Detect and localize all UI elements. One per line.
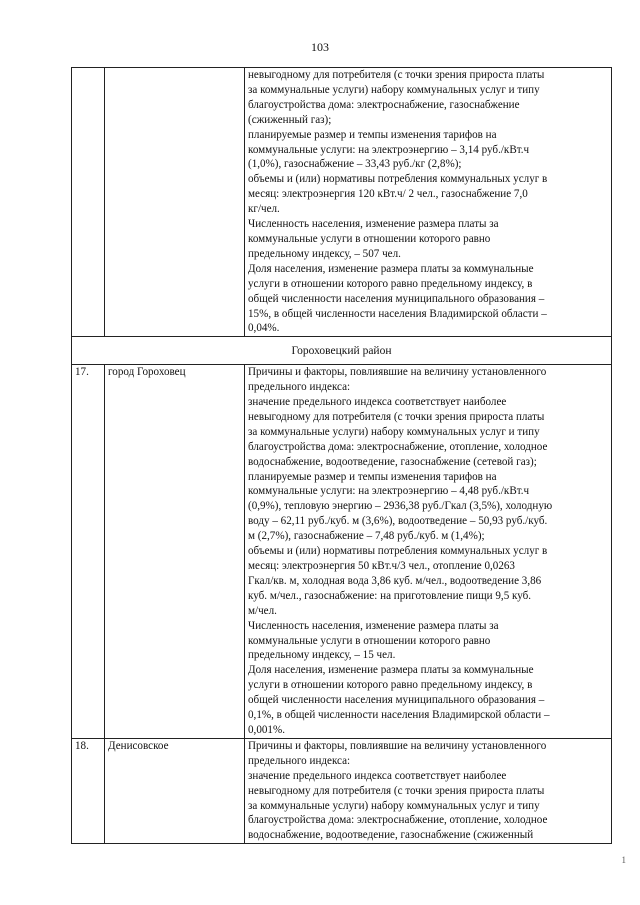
row-description: невыгодному для потребителя (с точки зрения прироста платы за коммунальные услуги) набору коммунальных услуг и типу благоустройства дома: электроснабжение, газоснабжение (сжиженный газ); планируемые размер и темпы изменения тарифов на коммунальные услуги: на электроэнергию – 3,14 руб./кВт.ч (1,0%), газоснабжение – 33,43 руб./кг (2,8%); объемы и (или) нормативы потребления коммунальных услуг в месяц: электроэнергия 120 кВт.ч/ 2 чел., газоснабжение 7,0 кг/чел. Численность населения, изменение размера платы за коммунальные услуги в отношении которого равно предельному индексу, – 507 чел. Доля населения, изменение размера платы за коммунальные услуги в отношении которого равно предельному индексу, в общей численности населения муниципального образования – 15%, в общей численности населения Владимирской области – 0,04%. [245, 68, 612, 337]
row-description: Причины и факторы, повлиявшие на величину установленного предельного индекса: значение предельного индекса соответствует наиболее невыгодному для потребителя (с точки зрения прироста платы за коммунальные услуги) набору коммунальных услуг и типу благоустройства дома: электроснабжение, отопление, холодное водоснабжение, водоотведение, газоснабжение (сжиженный [245, 738, 612, 843]
municipality-name: город Гороховец [105, 365, 245, 739]
municipality-name: Денисовское [105, 738, 245, 843]
municipal-index-table [71, 67, 612, 844]
corner-mark: 1 [621, 855, 626, 865]
section-title: Гороховецкий район [72, 337, 612, 365]
table-row [72, 365, 612, 739]
row-description: Причины и факторы, повлиявшие на величину установленного предельного индекса: значение предельного индекса соответствует наиболее невыгодному для потребителя (с точки зрения прироста платы за коммунальные услуги) набору коммунальных услуг и типу благоустройства дома: электроснабжение, отопление, холодное водоснабжение, водоотведение, газоснабжение (сетевой газ); планируемые размер и темпы изменения тарифов на коммунальные услуги: на электроэнергию – 4,48 руб./кВт.ч (0,9%), тепловую энергию – 2936,38 руб./Гкал (3,5%), холодную воду – 62,11 руб./куб. м (3,6%), водоотведение – 50,93 руб./куб. м (2,7%), газоснабжение – 7,48 руб./куб. м (1,4%); объемы и (или) нормативы потребления коммунальных услуг в месяц: электроэнергия 50 кВт.ч/3 чел., отопление 0,0263 Гкал/кв. м, холодная вода 3,86 куб. м/чел., водоотведение 3,86 куб. м/чел., газоснабжение: на приготовление пищи 9,5 куб. м/чел. Численность населения, изменение размера платы за коммунальные услуги в отношении которого равно предельному индексу, – 15 чел. Доля населения, изменение размера платы за коммунальные услуги в отношении которого равно предельному индексу, в общей численности населения муниципального образования – 0,1%, в общей численности населения Владимирской области – 0,001%. [245, 365, 612, 739]
municipality-name-cell [105, 68, 245, 337]
page-number: 103 [311, 40, 329, 54]
table-row-continued [72, 68, 612, 337]
table-row [72, 738, 612, 843]
row-number: 18. [72, 738, 105, 843]
section-header-row [72, 337, 612, 365]
row-number-cell [72, 68, 105, 337]
row-number: 17. [72, 365, 105, 739]
